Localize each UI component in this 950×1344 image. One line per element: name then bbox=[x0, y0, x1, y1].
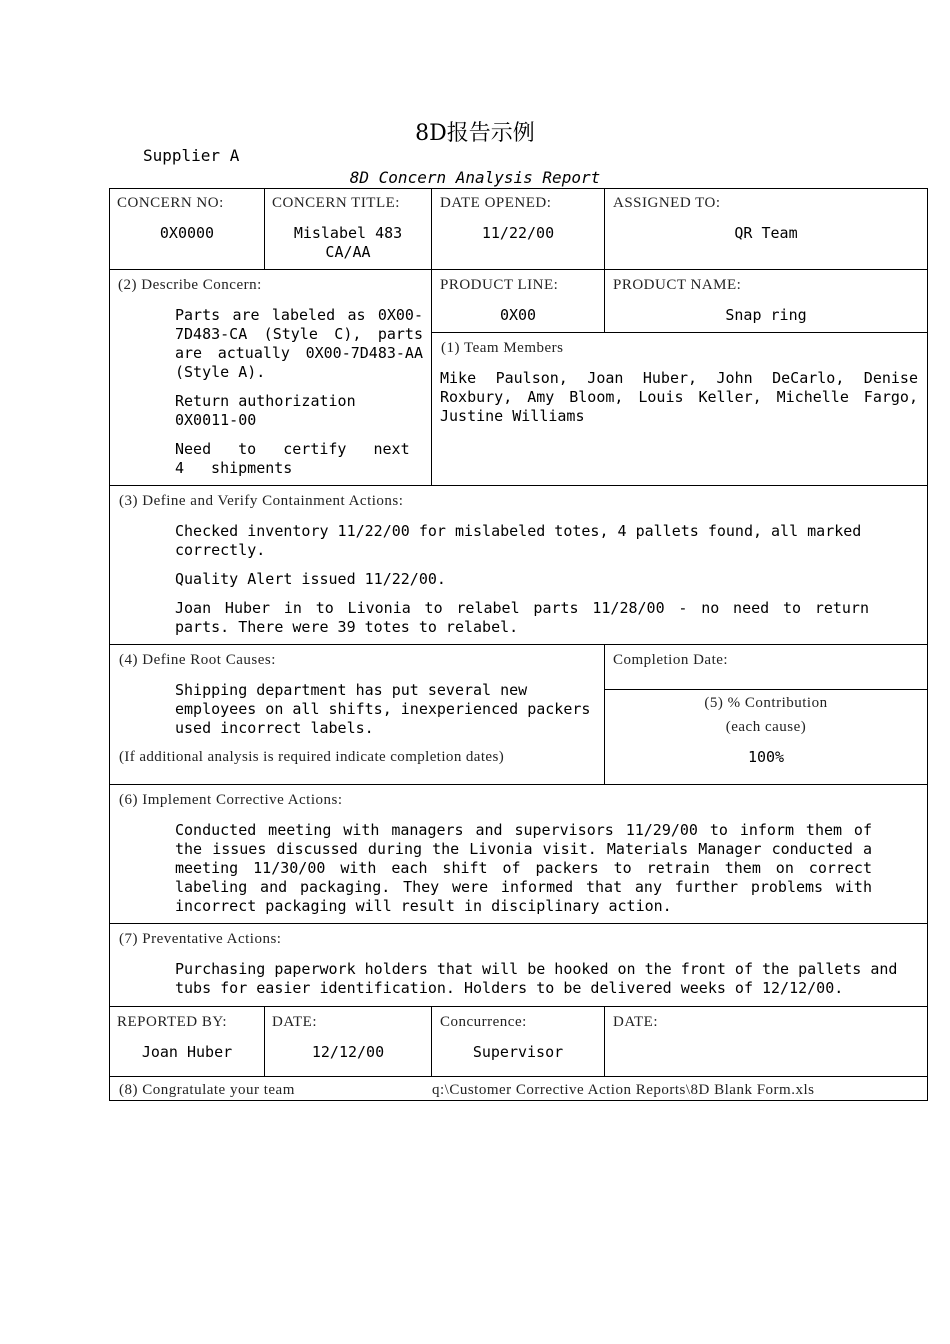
contribution-cell bbox=[604, 689, 928, 785]
concurrence-cell bbox=[431, 1006, 605, 1077]
contribution-sublabel: (each cause) bbox=[725, 719, 807, 735]
product-name-cell bbox=[604, 269, 928, 333]
congratulate-cell bbox=[109, 1076, 928, 1101]
preventative-actions-line-1: Purchasing paperwork holders that will be hooked on the front of the pallets and bbox=[175, 960, 898, 978]
corrective-actions-label: (6) Implement Corrective Actions: bbox=[119, 792, 343, 808]
team-members-list: Mike Paulson, Joan Huber, John DeCarlo, Denise Roxbury, Amy Bloom, Louis Keller, Michelle Fargo, Justine Williams bbox=[440, 369, 918, 425]
describe-concern-text-1: Parts are labeled as 0X00-7D483-CA (Style C), parts are actually 0X00-7D483-AA (Style A). bbox=[175, 306, 423, 381]
concern-title-value: Mislabel 483 CA/AA bbox=[293, 224, 403, 261]
corrective-actions-text: Conducted meeting with managers and supervisors 11/29/00 to inform them of the issues discussed during the Livonia visit. Materials Manager conducted a meeting 11/30/00 with each shift of packers to retrain them on correct labeling and packaging. They were informed that any further problems with incorrect packaging will result in disciplinary action. bbox=[175, 821, 872, 915]
describe-concern-text-2: Return authorization 0X0011-00 bbox=[175, 392, 356, 429]
root-causes-note: (If additional analysis is required indicate completion dates) bbox=[119, 749, 505, 765]
contribution-value: 100% bbox=[747, 748, 785, 766]
product-line-label: PRODUCT LINE: bbox=[440, 277, 559, 293]
report-date-label: DATE: bbox=[272, 1014, 317, 1030]
date-opened-cell bbox=[431, 188, 605, 270]
concern-title-label: CONCERN TITLE: bbox=[272, 195, 400, 211]
date-opened-value: 11/22/00 bbox=[481, 224, 555, 242]
contribution-label: (5) % Contribution bbox=[704, 695, 828, 711]
describe-concern-text-3: Need to certify next 4 shipments bbox=[175, 440, 410, 477]
describe-concern-label: (2) Describe Concern: bbox=[118, 277, 262, 293]
preventative-actions-label: (7) Preventative Actions: bbox=[119, 931, 282, 947]
product-line-value: 0X00 bbox=[499, 306, 537, 324]
root-causes-label: (4) Define Root Causes: bbox=[119, 652, 276, 668]
describe-concern-cell bbox=[109, 269, 432, 486]
team-members-cell bbox=[431, 332, 928, 486]
corrective-actions-cell bbox=[109, 784, 928, 924]
concurrence-date-cell bbox=[604, 1006, 928, 1077]
assigned-to-value: QR Team bbox=[734, 224, 798, 242]
reported-by-label: REPORTED BY: bbox=[117, 1014, 227, 1030]
concern-title-cell bbox=[264, 188, 432, 270]
containment-cell bbox=[109, 485, 928, 645]
containment-text-3: Joan Huber in to Livonia to relabel parts 11/28/00 - no need to return parts. There were 39 totes to relabel. bbox=[175, 599, 869, 636]
concern-no-cell bbox=[109, 188, 265, 270]
completion-date-label: Completion Date: bbox=[613, 652, 729, 668]
product-name-label: PRODUCT NAME: bbox=[613, 277, 742, 293]
reported-by-value: Joan Huber bbox=[141, 1043, 233, 1061]
root-causes-text: Shipping department has put several new employees on all shifts, inexperienced packers used incorrect labels. bbox=[175, 681, 591, 737]
assigned-to-label: ASSIGNED TO: bbox=[613, 195, 721, 211]
completion-date-cell bbox=[604, 644, 928, 690]
preventative-actions-line-2: tubs for easier identification. Holders to be delivered weeks of 12/12/00. bbox=[175, 979, 844, 997]
report-date-cell bbox=[264, 1006, 432, 1077]
concern-no-label: CONCERN NO: bbox=[117, 195, 224, 211]
containment-label: (3) Define and Verify Containment Actions: bbox=[119, 493, 404, 509]
product-name-value: Snap ring bbox=[725, 306, 807, 324]
product-line-cell bbox=[431, 269, 605, 333]
concurrence-value: Supervisor bbox=[472, 1043, 564, 1061]
containment-text-2: Quality Alert issued 11/22/00. bbox=[175, 570, 446, 588]
concurrence-date-label: DATE: bbox=[613, 1014, 658, 1030]
concurrence-label: Concurrence: bbox=[440, 1014, 527, 1030]
document-title: 8D报告示例 bbox=[415, 121, 535, 146]
form-file-path: q:\Customer Corrective Action Reports\8D Blank Form.xls bbox=[432, 1082, 815, 1098]
root-causes-cell bbox=[109, 644, 605, 785]
reported-by-cell bbox=[109, 1006, 265, 1077]
report-title: 8D Concern Analysis Report bbox=[349, 168, 601, 187]
congratulate-label: (8) Congratulate your team bbox=[119, 1082, 295, 1098]
date-opened-label: DATE OPENED: bbox=[440, 195, 552, 211]
supplier-name: Supplier A bbox=[143, 146, 240, 165]
report-date-value: 12/12/00 bbox=[311, 1043, 385, 1061]
team-members-label: (1) Team Members bbox=[441, 340, 564, 356]
preventative-actions-cell bbox=[109, 923, 928, 1007]
containment-text-1: Checked inventory 11/22/00 for mislabeled totes, 4 pallets found, all marked correctly. bbox=[175, 522, 862, 559]
assigned-to-cell bbox=[604, 188, 928, 270]
concern-no-value: 0X0000 bbox=[159, 224, 215, 242]
